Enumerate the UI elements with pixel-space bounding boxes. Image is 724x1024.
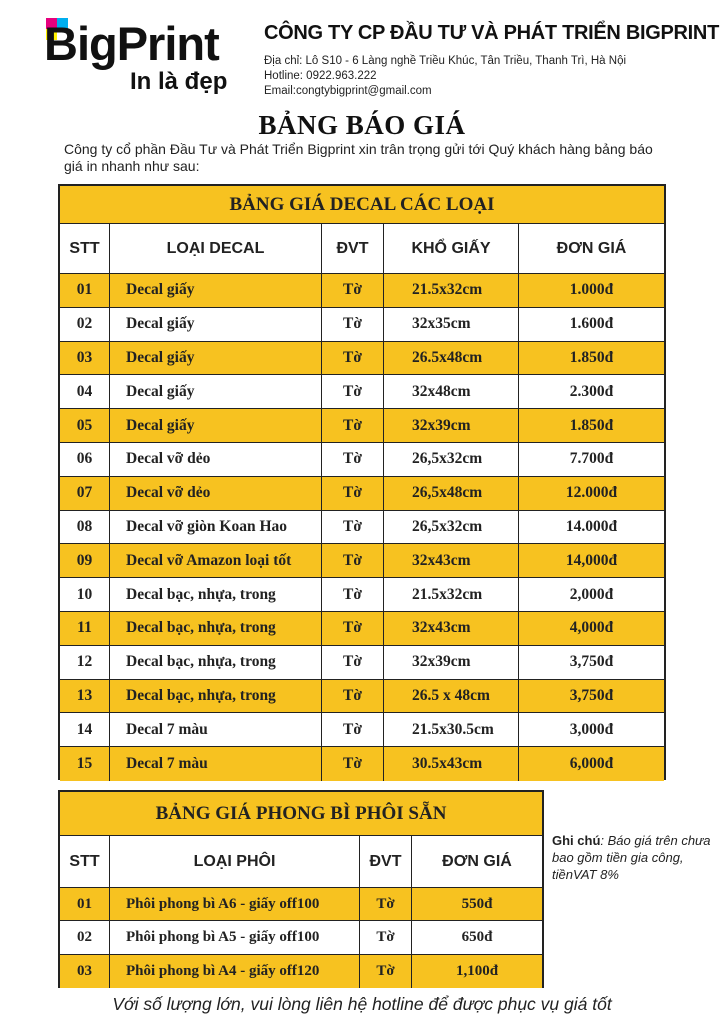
unit-cell: Tờ [322, 578, 384, 611]
price-cell: 650đ [461, 928, 493, 945]
price-cell: 1.850đ [569, 416, 614, 434]
stt-cell: 10 [60, 578, 110, 611]
type-cell: Decal bạc, nhựa, trong [110, 578, 322, 611]
stt-cell: 05 [60, 409, 110, 442]
stt-cell: 01 [60, 888, 110, 920]
unit-cell: Tờ [360, 888, 412, 920]
price-cell: 1,100đ [455, 962, 499, 979]
decal-table-body [60, 274, 664, 781]
type-cell: Decal giấy [110, 375, 322, 408]
size-cell: 30.5x43cm [384, 747, 519, 781]
table-row [60, 409, 664, 443]
price-cell: 1.850đ [569, 348, 614, 366]
stt-cell: 01 [60, 274, 110, 307]
price-cell: 1.600đ [569, 315, 614, 333]
table-row [60, 342, 664, 376]
size-cell: 26,5x32cm [384, 511, 519, 544]
table-row [60, 544, 664, 578]
type-cell: Decal bạc, nhựa, trong [110, 646, 322, 679]
unit-cell: Tờ [322, 544, 384, 577]
type-cell: Decal vỡ dẻo [110, 443, 322, 476]
table-row [60, 443, 664, 477]
stt-cell: 14 [60, 713, 110, 746]
table-row [60, 375, 664, 409]
table-row [60, 511, 664, 545]
hotline: Hotline: 0922.963.222 [264, 70, 377, 82]
table-row [60, 308, 664, 342]
table-row [60, 274, 664, 308]
size-cell: 32x43cm [384, 612, 519, 645]
decal-table-header [60, 224, 664, 274]
unit-cell: Tờ [322, 747, 384, 781]
type-cell: Decal giấy [110, 308, 322, 341]
price-cell: 3,750đ [569, 686, 614, 704]
size-cell: 26.5x48cm [384, 342, 519, 375]
type-cell: Decal vỡ dẻo [110, 477, 322, 510]
unit-cell: Tờ [322, 409, 384, 442]
type-cell: Phôi phong bì A4 - giấy off120 [110, 955, 360, 988]
type-cell: Phôi phong bì A6 - giấy off100 [110, 888, 360, 920]
unit-cell: Tờ [322, 646, 384, 679]
type-cell: Phôi phong bì A5 - giấy off100 [110, 921, 360, 953]
table-row [60, 578, 664, 612]
size-cell: 32x48cm [384, 375, 519, 408]
table-row [60, 612, 664, 646]
address: Địa chỉ: Lô S10 - 6 Làng nghề Triều Khúc, Tân Triều, Thanh Trì, Hà Nội [264, 55, 627, 67]
decal-price-table [58, 184, 666, 780]
table-row [60, 680, 664, 714]
company-name: CÔNG TY CP ĐẦU TƯ VÀ PHÁT TRIỂN BIGPRINT [264, 22, 719, 44]
col-header-type: LOẠI DECAL [110, 224, 322, 273]
type-cell: Decal bạc, nhựa, trong [110, 680, 322, 713]
size-cell: 26,5x32cm [384, 443, 519, 476]
size-cell: 32x43cm [384, 544, 519, 577]
stt-cell: 02 [60, 308, 110, 341]
type-cell: Decal vỡ Amazon loại tốt [110, 544, 322, 577]
price-cell: 7.700đ [569, 450, 614, 468]
size-cell: 26.5 x 48cm [384, 680, 519, 713]
table-row [60, 888, 542, 921]
contact-info [264, 54, 626, 99]
col-header-price: ĐƠN GIÁ [556, 239, 627, 257]
stt-cell: 13 [60, 680, 110, 713]
type-cell: Decal giấy [110, 342, 322, 375]
unit-cell: Tờ [322, 680, 384, 713]
size-cell: 32x35cm [384, 308, 519, 341]
stt-cell: 08 [60, 511, 110, 544]
price-cell: 14,000đ [565, 551, 618, 569]
size-cell: 21.5x32cm [384, 274, 519, 307]
unit-cell: Tờ [322, 713, 384, 746]
price-cell: 550đ [461, 895, 493, 912]
footer-text: Với số lượng lớn, vui lòng liên hệ hotline để được phục vụ giá tốt [112, 994, 612, 1014]
stt-cell: 09 [60, 544, 110, 577]
price-cell: 2.300đ [569, 382, 614, 400]
unit-cell: Tờ [322, 443, 384, 476]
type-cell: Decal giấy [110, 409, 322, 442]
size-cell: 32x39cm [384, 646, 519, 679]
type-cell: Decal 7 màu [110, 713, 322, 746]
page-title: BẢNG BÁO GIÁ [258, 110, 466, 140]
col-header-stt: STT [60, 836, 110, 887]
col-header-unit: ĐVT [322, 224, 384, 273]
col-header-size: KHỔ GIẤY [384, 224, 519, 273]
stt-cell: 15 [60, 747, 110, 781]
stt-cell: 03 [60, 342, 110, 375]
type-cell: Decal vỡ giòn Koan Hao [110, 511, 322, 544]
note-label: Ghi chú [552, 833, 601, 848]
logo-tagline: In là đẹp [130, 68, 228, 95]
logo-text: BigPrint [44, 17, 219, 70]
size-cell: 21.5x30.5cm [384, 713, 519, 746]
price-cell: 14.000đ [565, 517, 618, 535]
unit-cell: Tờ [322, 375, 384, 408]
table-row [60, 646, 664, 680]
stt-cell: 12 [60, 646, 110, 679]
table-row [60, 921, 542, 954]
envelope-table-header [60, 836, 542, 888]
table-row [60, 747, 664, 781]
size-cell: 32x39cm [384, 409, 519, 442]
intro-text: Công ty cổ phần Đầu Tư và Phát Triển Bigprint xin trân trọng gửi tới Quý khách hàng bảng báo giá in nhanh như sau: [64, 141, 653, 174]
logo [44, 14, 234, 100]
decal-table-title: BẢNG GIÁ DECAL CÁC LOẠI [60, 186, 664, 224]
price-cell: 1.000đ [569, 281, 614, 299]
unit-cell: Tờ [322, 612, 384, 645]
unit-cell: Tờ [322, 342, 384, 375]
price-cell: 3,000đ [569, 720, 614, 738]
unit-cell: Tờ [360, 921, 412, 953]
stt-cell: 07 [60, 477, 110, 510]
note-text: : Báo giá trên chưa bao gồm tiền gia công, tiềnVAT 8% [552, 833, 711, 882]
stt-cell: 02 [60, 921, 110, 953]
price-cell: 4,000đ [569, 619, 614, 637]
envelope-table-body [60, 888, 542, 988]
type-cell: Decal giấy [110, 274, 322, 307]
unit-cell: Tờ [322, 477, 384, 510]
table-row [60, 477, 664, 511]
col-header-type: LOẠI PHÔI [110, 836, 360, 887]
type-cell: Decal bạc, nhựa, trong [110, 612, 322, 645]
stt-cell: 04 [60, 375, 110, 408]
envelope-table-title: BẢNG GIÁ PHONG BÌ PHÔI SẴN [60, 792, 542, 836]
price-cell: 12.000đ [565, 484, 618, 502]
stt-cell: 06 [60, 443, 110, 476]
col-header-unit: ĐVT [360, 836, 412, 887]
size-cell: 26,5x48cm [384, 477, 519, 510]
table-row [60, 713, 664, 747]
unit-cell: Tờ [322, 308, 384, 341]
price-cell: 6,000đ [569, 755, 614, 773]
table-row [60, 955, 542, 988]
stt-cell: 03 [60, 955, 110, 988]
envelope-price-table [58, 790, 544, 988]
price-cell: 3,750đ [569, 653, 614, 671]
type-cell: Decal 7 màu [110, 747, 322, 781]
col-header-stt: STT [60, 224, 110, 273]
size-cell: 21.5x32cm [384, 578, 519, 611]
email: Email:congtybigprint@gmail.com [264, 85, 432, 97]
note [552, 832, 712, 883]
col-header-price: ĐƠN GIÁ [442, 852, 512, 870]
unit-cell: Tờ [322, 511, 384, 544]
unit-cell: Tờ [322, 274, 384, 307]
price-cell: 2,000đ [569, 585, 614, 603]
stt-cell: 11 [60, 612, 110, 645]
unit-cell: Tờ [360, 955, 412, 988]
